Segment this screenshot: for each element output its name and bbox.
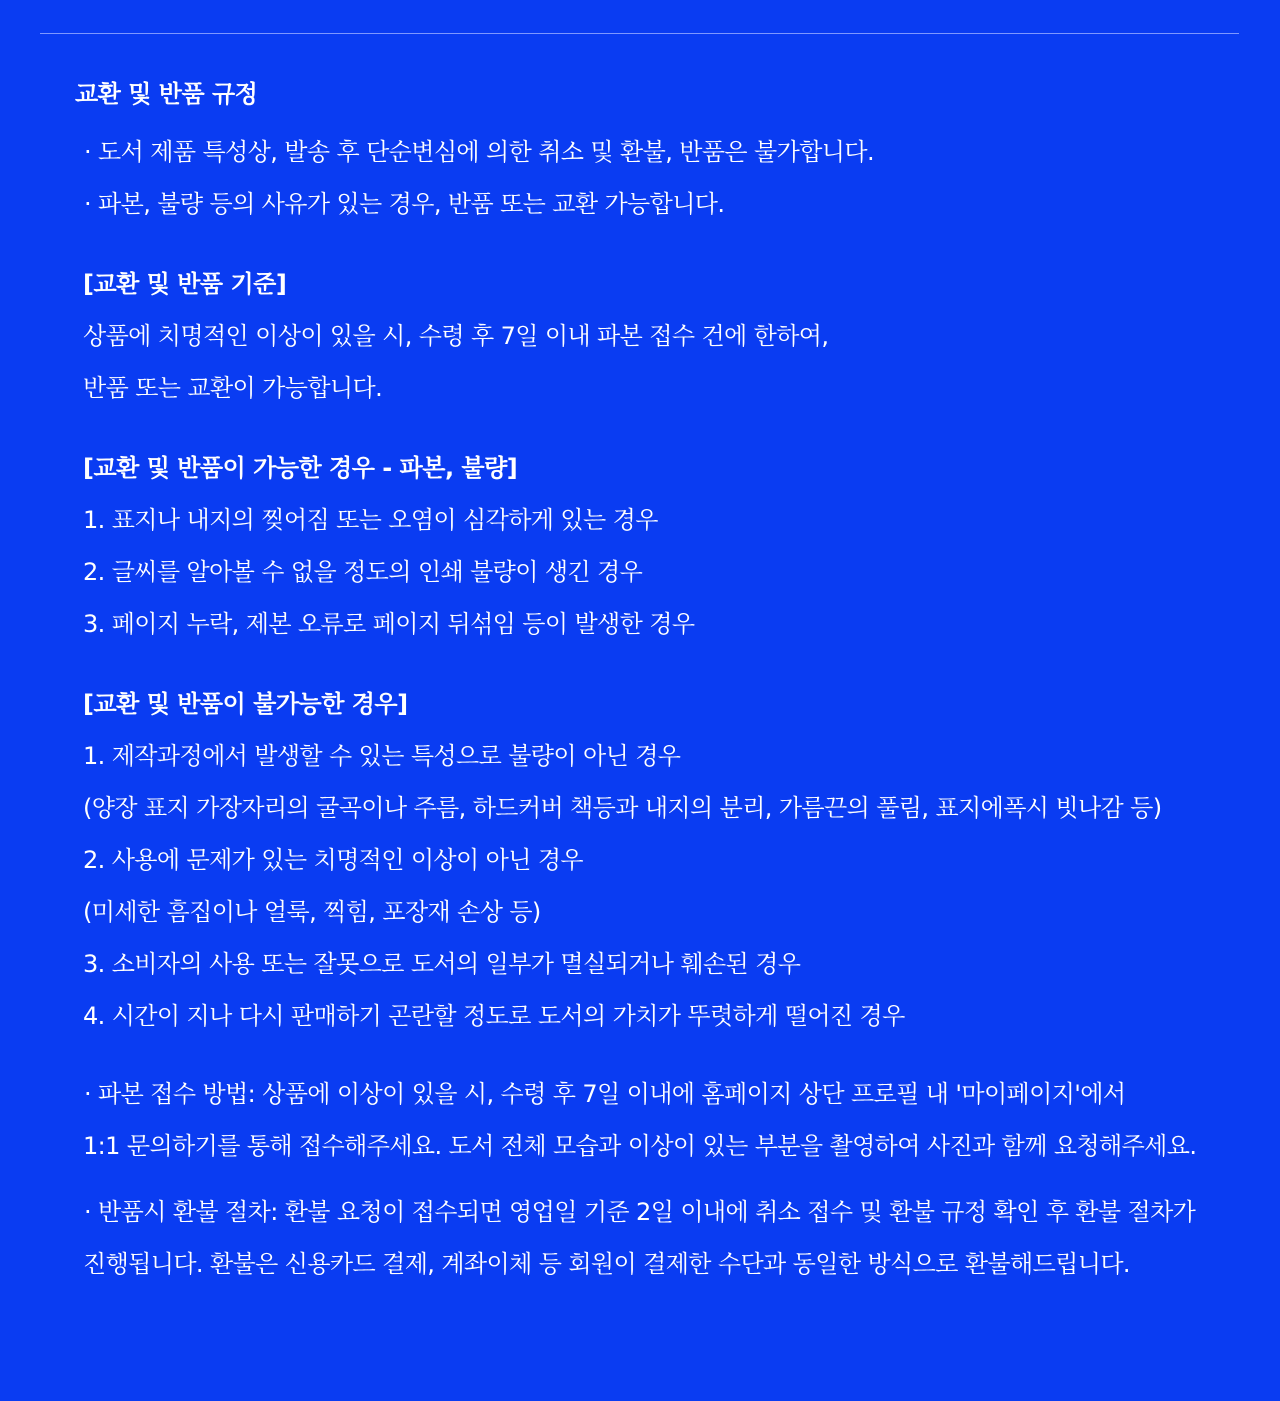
impossible-item-note: (양장 표지 가장자리의 굴곡이나 주름, 하드커버 책등과 내지의 분리, 가름끈의 풀림, 표지에폭시 빗나감 등) — [83, 794, 1162, 822]
possible-item: 3. 페이지 누락, 제본 오류로 페이지 뒤섞임 등이 발생한 경우 — [83, 610, 695, 638]
possible-item: 1. 표지나 내지의 찢어짐 또는 오염이 심각하게 있는 경우 — [83, 506, 658, 534]
impossible-heading: [교환 및 반품이 불가능한 경우] — [83, 690, 408, 718]
return-policy-content — [75, 62, 1255, 1290]
page-title: 교환 및 반품 규정 — [75, 80, 258, 108]
receipt-method-line: 1:1 문의하기를 통해 접수해주세요. 도서 전체 모습과 이상이 있는 부분을 촬영하여 사진과 함께 요청해주세요. — [83, 1132, 1197, 1160]
refund-procedure-line: · 반품시 환불 절차: 환불 요청이 접수되면 영업일 기준 2일 이내에 취소 접수 및 환불 규정 확인 후 환불 절차가 — [84, 1198, 1196, 1226]
possible-heading: [교환 및 반품이 가능한 경우 - 파본, 불량] — [83, 454, 518, 482]
criteria-line: 반품 또는 교환이 가능합니다. — [83, 374, 383, 402]
impossible-item: 4. 시간이 지나 다시 판매하기 곤란할 정도로 도서의 가치가 뚜렷하게 떨어진 경우 — [83, 1002, 905, 1030]
receipt-method-line: · 파본 접수 방법: 상품에 이상이 있을 시, 수령 후 7일 이내에 홈페이지 상단 프로필 내 '마이페이지'에서 — [84, 1080, 1126, 1108]
impossible-item: 2. 사용에 문제가 있는 치명적인 이상이 아닌 경우 — [83, 846, 583, 874]
impossible-item: 3. 소비자의 사용 또는 잘못으로 도서의 일부가 멸실되거나 훼손된 경우 — [83, 950, 801, 978]
top-divider — [40, 33, 1239, 34]
refund-procedure-line: 진행됩니다. 환불은 신용카드 결제, 계좌이체 등 회원이 결제한 수단과 동일한 방식으로 환불해드립니다. — [83, 1250, 1130, 1278]
intro-line: · 파본, 불량 등의 사유가 있는 경우, 반품 또는 교환 가능합니다. — [84, 190, 725, 218]
intro-line: · 도서 제품 특성상, 발송 후 단순변심에 의한 취소 및 환불, 반품은 불가합니다. — [84, 138, 874, 166]
possible-item: 2. 글씨를 알아볼 수 없을 정도의 인쇄 불량이 생긴 경우 — [83, 558, 643, 586]
impossible-item: 1. 제작과정에서 발생할 수 있는 특성으로 불량이 아닌 경우 — [83, 742, 681, 770]
criteria-line: 상품에 치명적인 이상이 있을 시, 수령 후 7일 이내 파본 접수 건에 한하여, — [83, 322, 829, 350]
criteria-heading: [교환 및 반품 기준] — [83, 270, 287, 298]
impossible-item-note: (미세한 흠집이나 얼룩, 찍힘, 포장재 손상 등) — [83, 898, 541, 926]
